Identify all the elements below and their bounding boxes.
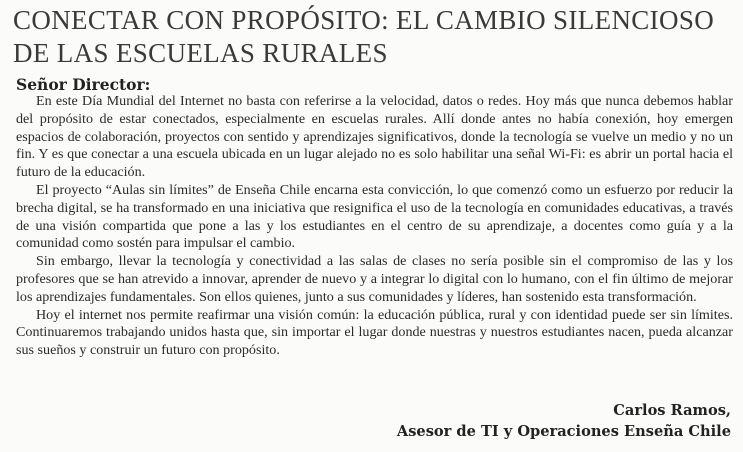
paragraph-1: En este Día Mundial del Internet no basta con referirse a la velocidad, datos o redes. Hoy más que nunca debemos hablar del propósito de estar conectados, especialmente en escuelas rurales. Allí donde antes no había conexión, hoy emergen espacios de colaboración, proyectos con sentido y aprendizajes significativos, donde la tecnología se vuelve un medio y no un fin. Y es que conectar a una escuela ubicada en un lugar alejado no es solo habilitar una señal Wi-Fi: es abrir un portal hacia el futuro de la educación. xyxy=(16,93,733,181)
article-title: CONECTAR CON PROPÓSITO: EL CAMBIO SILENCIOSO DE LAS ESCUELAS RURALES xyxy=(13,5,715,68)
paragraph-3: Sin embargo, llevar la tecnología y conectividad a las salas de clases no sería posible sin el compromiso de las y los profesores que se han atrevido a innovar, aprender de nuevo y a integrar lo digital con lo humano, con el fin último de mejorar los aprendizajes fundamentales. Son ellos quienes, junto a sus comunidades y líderes, han sostenido esta transformación. xyxy=(16,253,733,305)
paragraph-2: El proyecto “Aulas sin límites” de Enseña Chile encarna esta convicción, lo que comenzó como un esfuerzo por reducir la brecha digital, se ha transformado en una iniciativa que resignifica el uso de la tecnología en comunidades educativas, a través de una visión compartida que pone a las y los estudiantes en el centro de su aprendizaje, a docentes como guía y a la comunidad como sostén para impulsar el cambio. xyxy=(16,181,733,252)
letter-body xyxy=(16,93,733,360)
paragraph-4: Hoy el internet nos permite reafirmar una visión común: la educación pública, rural y con identidad puede ser sin límites. Continuaremos trabajando unidos hasta que, sin importar el lugar donde nuestras y nuestros estudiantes nacen, pueda alcanzar sus sueños y construir un futuro con propósito. xyxy=(16,306,733,359)
signature-block xyxy=(397,400,731,442)
signature-role: Asesor de TI y Operaciones Enseña Chile xyxy=(396,423,731,440)
signature-name: Carlos Ramos, xyxy=(613,402,731,419)
salutation: Señor Director: xyxy=(16,75,151,94)
